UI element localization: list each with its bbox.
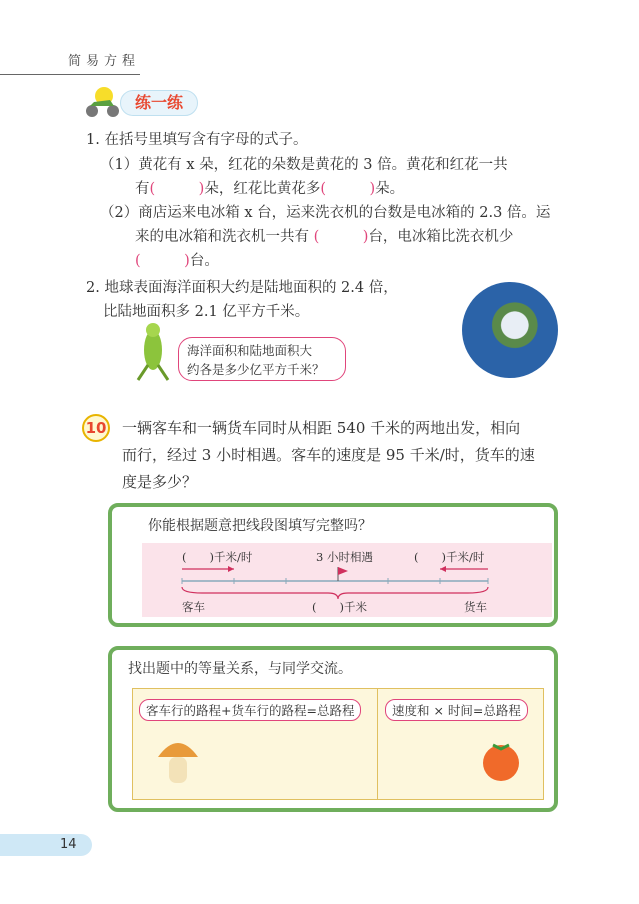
- box2-prompt: 找出题中的等量关系，与同学交流。: [128, 661, 352, 677]
- text: 台。: [189, 253, 219, 269]
- example-line2: 而行，经过 3 小时相遇。客车的速度是 95 千米/时，货车的速: [122, 446, 535, 464]
- section-header: 简易方程: [68, 54, 141, 69]
- example-line3: 度是多少？: [122, 473, 198, 491]
- line-diagram-box: [108, 503, 558, 627]
- bubble-line: 约各是多少亿平方千米？: [187, 362, 325, 377]
- earth-globe-image: [462, 282, 558, 378]
- text: 来的电冰箱和洗衣机一共有: [135, 229, 309, 245]
- divider: [377, 689, 378, 799]
- meet-label: 3 小时相遇: [316, 550, 373, 564]
- example-line1: 一辆客车和一辆货车同时从相距 540 千米的两地出发，相向: [122, 419, 521, 437]
- page-number: 14: [0, 834, 92, 856]
- box1-prompt: 你能根据题意把线段图填写完整吗？: [148, 518, 372, 534]
- text: 有: [135, 181, 150, 197]
- example-number-badge: 10: [82, 414, 110, 442]
- car-label: 客车: [182, 600, 205, 614]
- q1-title: 1. 在括号里填写含有字母的式子。: [86, 132, 308, 148]
- car-speed-label: ( )千米/时: [182, 550, 253, 564]
- truck-label: 货车: [464, 600, 487, 614]
- q1-part1-line1: （1）黄花有 x 朵，红花的朵数是黄花的 3 倍。黄花和红花一共: [100, 157, 508, 173]
- total-distance-label: ( )千米: [312, 600, 367, 614]
- speech-bubble: [178, 337, 346, 381]
- segment-line-icon: [142, 561, 552, 601]
- q2-line1: 2. 地球表面海洋面积大约是陆地面积的 2.4 倍，: [86, 280, 398, 296]
- q1-part2-line3: [135, 249, 219, 273]
- text: 台，电冰箱比洗衣机少: [368, 229, 514, 245]
- q1-part2-line1: （2）商店运来电冰箱 x 台，运来洗衣机的台数是电冰箱的 2.3 倍。运: [100, 205, 551, 221]
- mushroom-mascot-icon: [155, 733, 201, 793]
- grasshopper-mascot-icon: [128, 320, 178, 390]
- q1-part1-line2: [135, 177, 404, 201]
- equation-relation-box: [108, 646, 558, 812]
- text: 朵。: [375, 181, 405, 197]
- bubble-line: 海洋面积和陆地面积大: [187, 343, 313, 358]
- truck-speed-label: ( )千米/时: [414, 550, 485, 564]
- answer-blank[interactable]: ( ): [313, 229, 369, 245]
- relations-panel: [132, 688, 544, 800]
- tomato-mascot-icon: [473, 733, 529, 789]
- practice-badge: 练一练: [120, 90, 198, 116]
- q2-line2: 比陆地面积多 2.1 亿平方千米。: [103, 304, 310, 320]
- relation-bubble-1: 客车行的路程+货车行的路程=总路程: [139, 699, 361, 721]
- q1-part2-line2: [135, 225, 513, 249]
- answer-blank[interactable]: ( ): [320, 181, 376, 197]
- motorcycle-mascot-icon: [84, 86, 120, 118]
- relation-bubble-2: 速度和 × 时间=总路程: [385, 699, 528, 721]
- answer-blank[interactable]: ( ): [135, 253, 190, 269]
- header-rule: [0, 74, 140, 75]
- line-diagram: [142, 543, 552, 617]
- text: 朵，红花比黄花多: [204, 181, 321, 197]
- answer-blank[interactable]: ( ): [149, 181, 205, 197]
